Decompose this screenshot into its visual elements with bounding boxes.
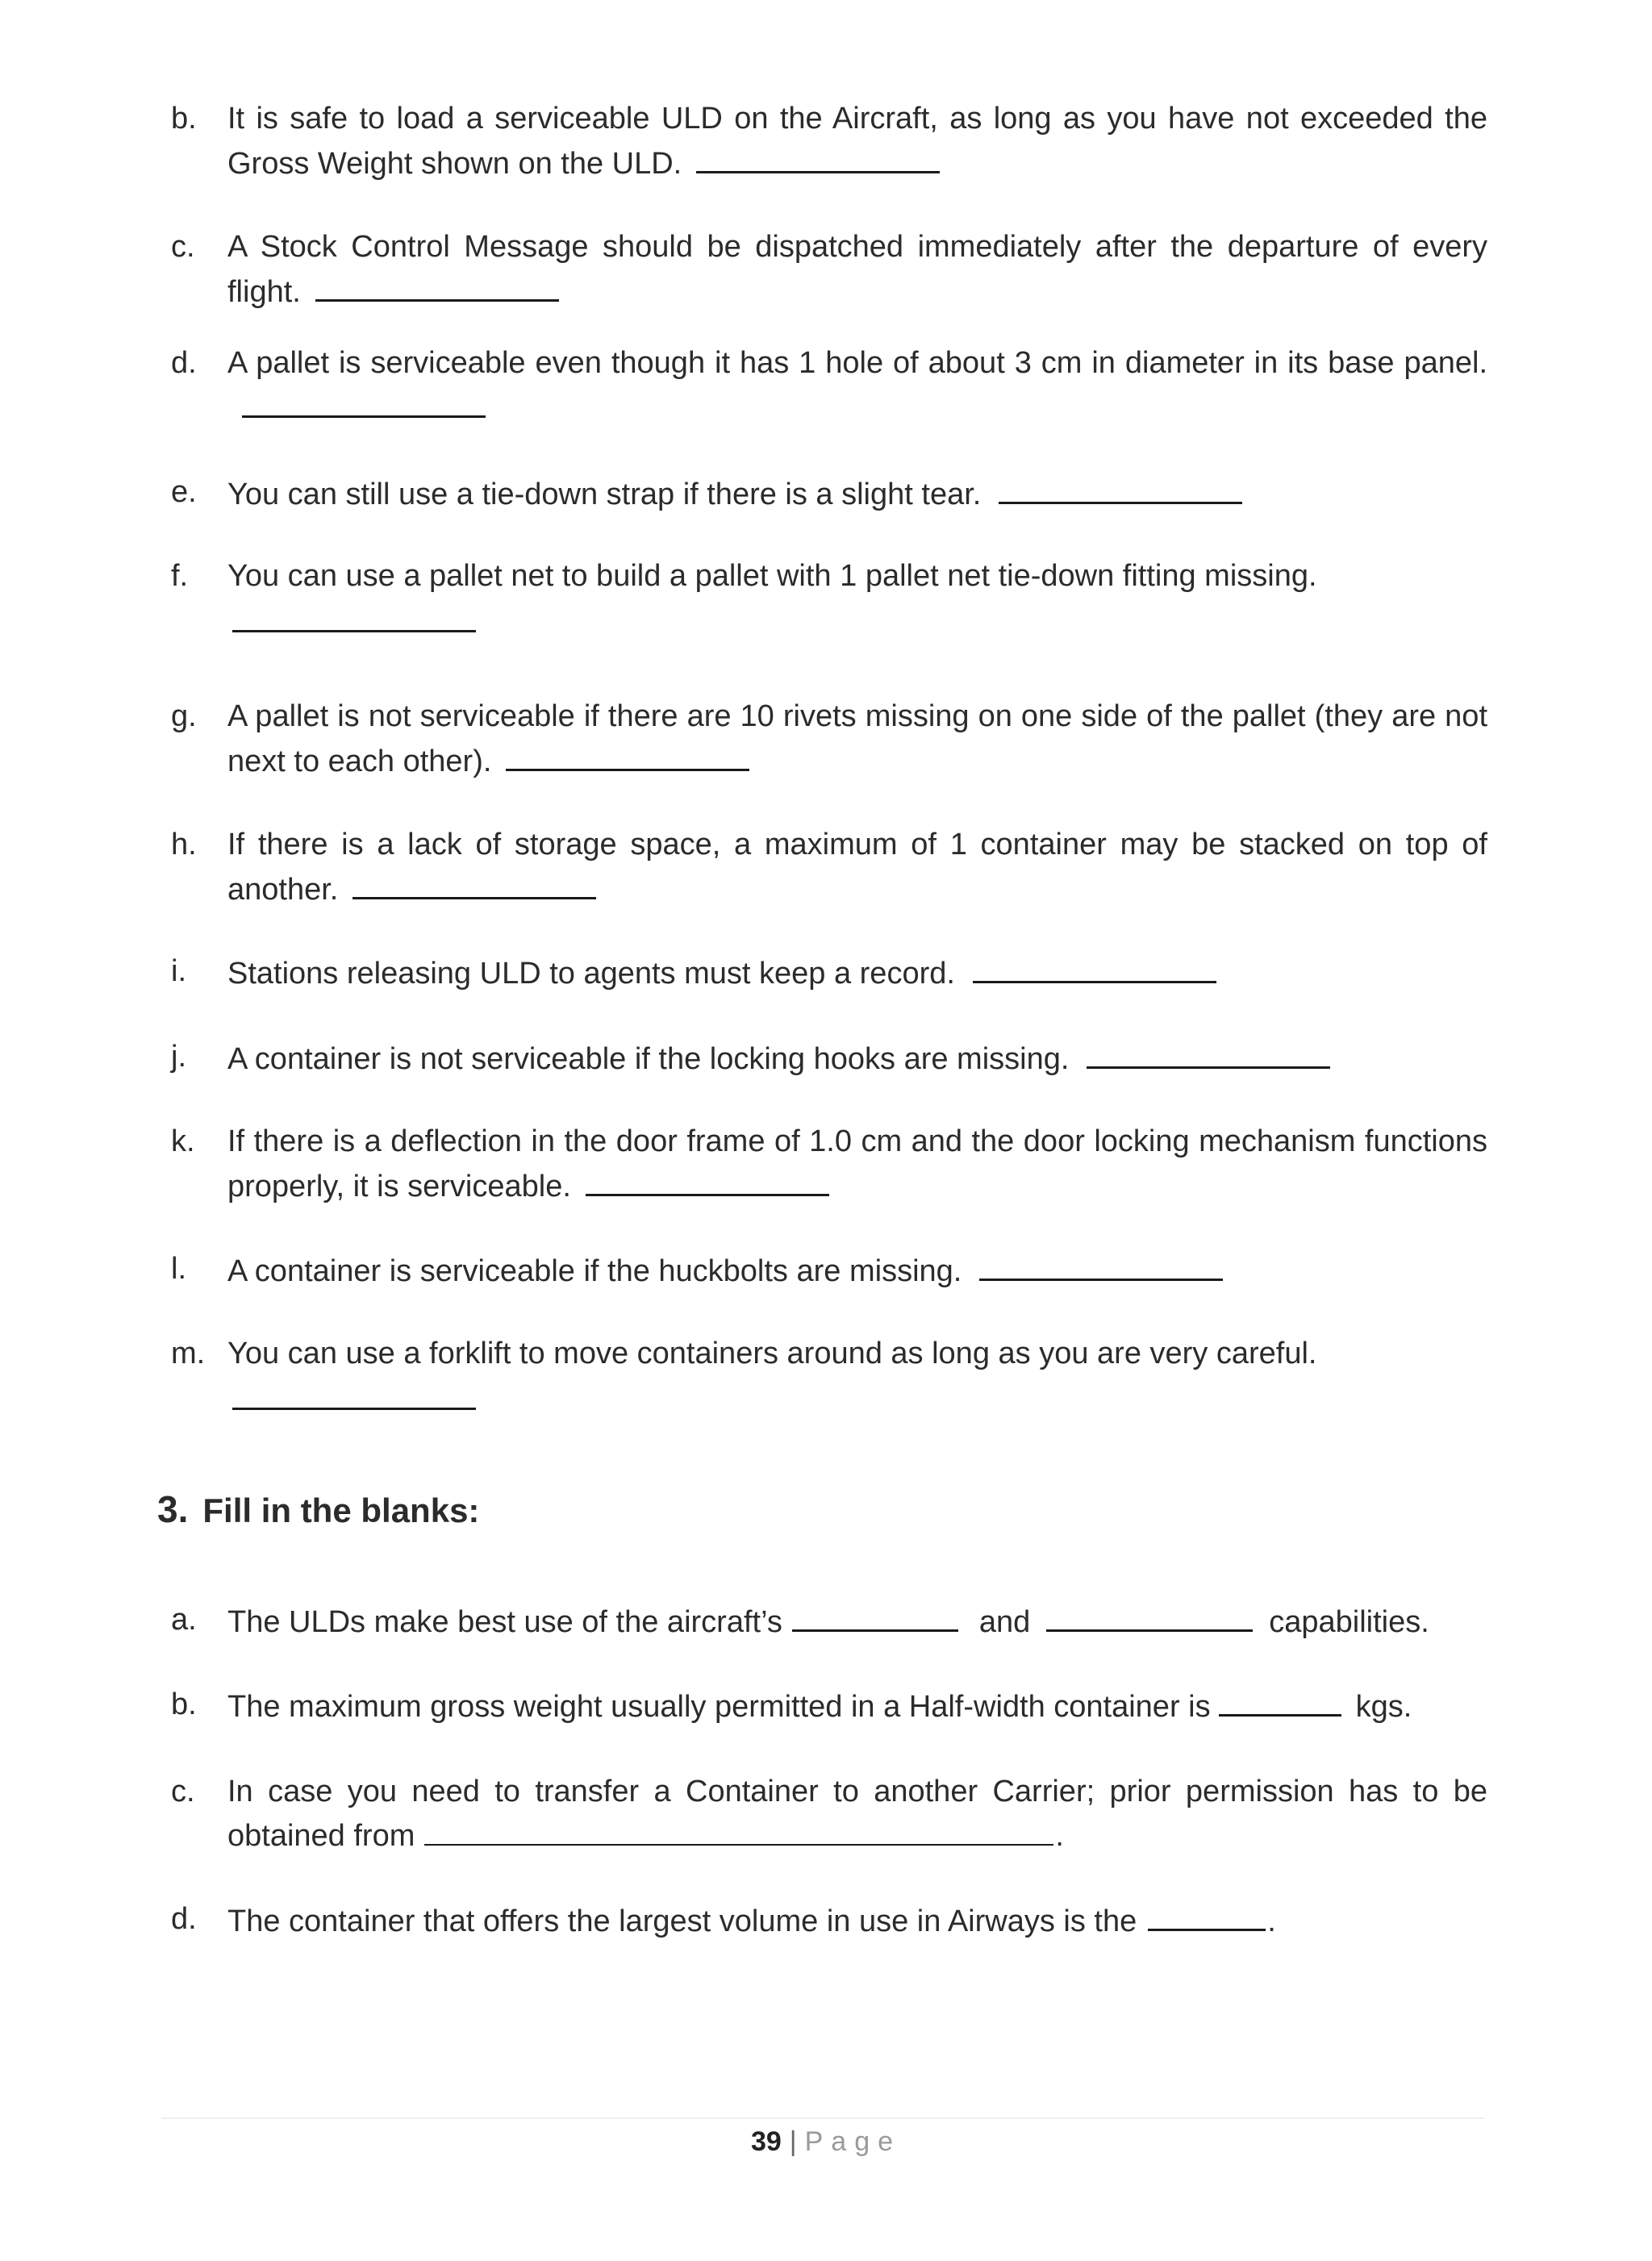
- section-heading: [157, 1487, 479, 1533]
- answer-blank[interactable]: [792, 1599, 958, 1632]
- question-2d: [171, 342, 1487, 430]
- answer-blank[interactable]: [232, 1408, 476, 1410]
- item-text: You can use a forklift to move containers around as long as you are very careful.: [227, 1337, 1317, 1370]
- item-text: A container is not serviceable if the locking hooks are missing.: [227, 1042, 1070, 1076]
- question-2l: [171, 1248, 1487, 1293]
- item-letter: j.: [171, 1040, 186, 1074]
- item-text: A Stock Control Message should be dispatched immediately after the departure of every flight.: [227, 230, 1487, 309]
- answer-blank[interactable]: [353, 866, 596, 899]
- item-letter: a.: [171, 1603, 197, 1637]
- page-footer: [0, 2121, 1652, 2162]
- item-text: The maximum gross weight usually permitted in a Half-width container is: [227, 1690, 1211, 1724]
- footer-separator: |: [789, 2126, 797, 2157]
- answer-blank[interactable]: [586, 1163, 829, 1196]
- question-2i: [171, 950, 1487, 995]
- answer-blank[interactable]: [1219, 1683, 1341, 1717]
- item-letter: h.: [171, 828, 197, 861]
- item-text: Stations releasing ULD to agents must keep a record.: [227, 957, 955, 991]
- question-2b: [171, 98, 1487, 186]
- item-letter: m.: [171, 1337, 206, 1370]
- question-3b: [171, 1683, 1487, 1729]
- question-3a: [171, 1599, 1487, 1644]
- question-2m: [171, 1333, 1487, 1375]
- question-2h: [171, 824, 1487, 911]
- item-text: You can still use a tie-down strap if there is a slight tear.: [227, 478, 982, 511]
- item-text: The container that offers the largest volume in use in Airways is the: [227, 1904, 1137, 1938]
- item-letter: l.: [171, 1252, 186, 1286]
- item-text: It is safe to load a serviceable ULD on the Aircraft, as long as you have not exceeded the Gross Weight shown on the ULD.: [227, 102, 1487, 181]
- answer-blank[interactable]: [242, 385, 486, 418]
- answer-blank[interactable]: [506, 738, 749, 771]
- question-3d: [171, 1898, 1487, 1943]
- answer-blank[interactable]: [315, 269, 559, 302]
- answer-blank[interactable]: [979, 1248, 1223, 1281]
- item-letter: e.: [171, 475, 197, 509]
- item-letter: d.: [171, 346, 197, 380]
- item-text: .: [1055, 1819, 1064, 1853]
- item-text: A pallet is serviceable even though it has 1 hole of about 3 cm in diameter in its base panel.: [227, 346, 1487, 380]
- item-text: If there is a deflection in the door frame of 1.0 cm and the door locking mechanism functions properly, it is serviceable.: [227, 1124, 1487, 1204]
- item-text: In case you need to transfer a Container to another Carrier; prior permission has to be obtained from: [227, 1775, 1487, 1853]
- section-title: Fill in the blanks:: [202, 1491, 480, 1529]
- question-2e: [171, 471, 1487, 516]
- answer-blank[interactable]: [973, 950, 1216, 983]
- item-text: and: [978, 1605, 1031, 1639]
- page-label: Page: [804, 2126, 902, 2157]
- answer-blank[interactable]: [1046, 1599, 1253, 1632]
- answer-blank[interactable]: [999, 471, 1242, 504]
- item-letter: b.: [171, 1687, 197, 1721]
- answer-blank[interactable]: [1087, 1036, 1330, 1069]
- answer-blank[interactable]: [232, 630, 476, 632]
- item-text: .: [1267, 1904, 1276, 1938]
- item-letter: f.: [171, 559, 189, 593]
- item-text: A pallet is not serviceable if there are 10 rivets missing on one side of the pallet (they are not next to each other).: [227, 699, 1487, 778]
- question-2c: [171, 226, 1487, 314]
- footer-divider: [161, 2117, 1484, 2119]
- item-letter: b.: [171, 102, 197, 136]
- question-2f: [171, 555, 1487, 598]
- question-2g: [171, 695, 1487, 783]
- item-text: capabilities.: [1269, 1605, 1429, 1639]
- item-text: A container is serviceable if the huckbolts are missing.: [227, 1254, 962, 1288]
- item-letter: k.: [171, 1124, 195, 1158]
- item-letter: i.: [171, 954, 186, 988]
- item-text: The ULDs make best use of the aircraft’s: [227, 1605, 782, 1639]
- item-letter: c.: [171, 1775, 195, 1808]
- item-text: If there is a lack of storage space, a maximum of 1 container may be stacked on top of another.: [227, 828, 1487, 907]
- question-3c: [171, 1771, 1487, 1858]
- section-number: 3.: [157, 1488, 189, 1530]
- item-letter: c.: [171, 230, 195, 264]
- item-letter: d.: [171, 1902, 197, 1936]
- question-2j: [171, 1036, 1487, 1081]
- item-text: You can use a pallet net to build a pallet with 1 pallet net tie-down fitting missing.: [227, 559, 1317, 593]
- answer-blank[interactable]: [1148, 1898, 1266, 1931]
- question-2k: [171, 1120, 1487, 1208]
- item-text: kgs.: [1355, 1690, 1412, 1724]
- item-letter: g.: [171, 699, 197, 733]
- answer-blank[interactable]: [696, 140, 940, 173]
- answer-blank[interactable]: [424, 1813, 1053, 1846]
- page-number: 39: [750, 2126, 782, 2157]
